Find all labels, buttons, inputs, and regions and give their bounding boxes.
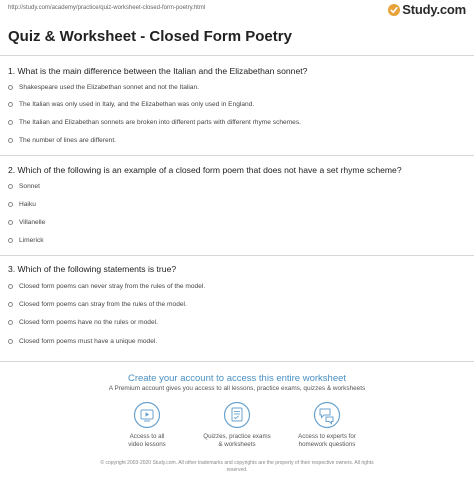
copyright-line: reserved. (226, 466, 248, 473)
radio-button[interactable] (8, 102, 13, 107)
section-divider (0, 361, 474, 362)
question-2-option-1[interactable] (8, 183, 40, 190)
feature-line: Access to all (129, 433, 165, 440)
question-divider (0, 155, 474, 156)
option-label: Closed form poems can never stray from the rules of the model. (19, 283, 206, 290)
option-label: Haiku (19, 201, 36, 208)
question-2: 2. Which of the following is an example of a closed form poem that does not have a set rhyme scheme? (8, 165, 402, 175)
worksheet-icon (223, 401, 251, 429)
feature-line: video lessons (128, 441, 166, 448)
option-label: Villanelle (19, 219, 46, 226)
option-label: Sonnet (19, 183, 40, 190)
premium-description: A Premium account gives you access to all lessons, practice exams, quizzes & worksheets (108, 385, 366, 392)
question-1: 1. What is the main difference between the Italian and the Elizabethan sonnet? (8, 66, 308, 76)
copyright-line: © copyright 2003-2020 Study.com. All other trademarks and copyrights are the property of their respective owners. All rights (100, 460, 374, 466)
page-title: Quiz & Worksheet - Closed Form Poetry (8, 28, 292, 45)
option-label: The Italian was only used in Italy, and the Elizabethan was only used in England. (19, 101, 255, 108)
question-divider (0, 255, 474, 256)
question-3-option-2[interactable] (8, 301, 187, 308)
option-label: The Italian and Elizabethan sonnets are broken into different parts with different rhyme schemes. (19, 119, 301, 126)
question-2-option-3[interactable] (8, 219, 45, 226)
study-logo (388, 2, 466, 17)
radio-button[interactable] (8, 238, 13, 243)
question-1-option-2[interactable] (8, 101, 254, 108)
question-2-option-2[interactable] (8, 201, 36, 208)
feature-video-lessons (97, 401, 197, 449)
title-divider (0, 55, 474, 56)
radio-button[interactable] (8, 284, 13, 289)
question-3-option-3[interactable] (8, 319, 158, 326)
question-3: 3. Which of the following statements is true? (8, 264, 177, 274)
logo-mark-icon (388, 4, 400, 16)
feature-line: & worksheets (218, 441, 256, 448)
option-label: Limerick (19, 237, 44, 244)
option-label: Shakespeare used the Elizabethan sonnet and not the Italian. (19, 84, 199, 91)
option-label: Closed form poems must have a unique model. (19, 338, 158, 345)
option-label: The number of lines are different. (19, 137, 117, 144)
top-bar (0, 0, 474, 22)
radio-button[interactable] (8, 138, 13, 143)
question-3-option-1[interactable] (8, 283, 205, 290)
option-label: Closed form poems have no the rules or model. (19, 319, 158, 326)
radio-button[interactable] (8, 85, 13, 90)
feature-line: Quizzes, practice exams (203, 433, 271, 440)
radio-button[interactable] (8, 220, 13, 225)
question-1-option-3[interactable] (8, 119, 301, 126)
create-account-link[interactable]: Create your account to access this entire worksheet (127, 373, 347, 384)
radio-button[interactable] (8, 320, 13, 325)
radio-button[interactable] (8, 184, 13, 189)
feature-experts (277, 401, 377, 449)
feature-line: Access to experts for (298, 433, 356, 440)
copyright-notice (60, 460, 414, 473)
option-label: Closed form poems can stray from the rules of the model. (19, 301, 187, 308)
question-3-option-4[interactable] (8, 338, 157, 345)
feature-quizzes (187, 401, 287, 449)
question-2-option-4[interactable] (8, 237, 44, 244)
feature-line: homework questions (298, 441, 356, 448)
radio-button[interactable] (8, 202, 13, 207)
brand-name: Study.com (402, 2, 466, 17)
radio-button[interactable] (8, 339, 13, 344)
video-lesson-icon (133, 401, 161, 429)
expert-icon (313, 401, 341, 429)
radio-button[interactable] (8, 120, 13, 125)
page-url: http://study.com/academy/practice/quiz-worksheet-closed-form-poetry.html (8, 5, 206, 11)
question-1-option-1[interactable] (8, 84, 199, 91)
radio-button[interactable] (8, 302, 13, 307)
question-1-option-4[interactable] (8, 137, 116, 144)
